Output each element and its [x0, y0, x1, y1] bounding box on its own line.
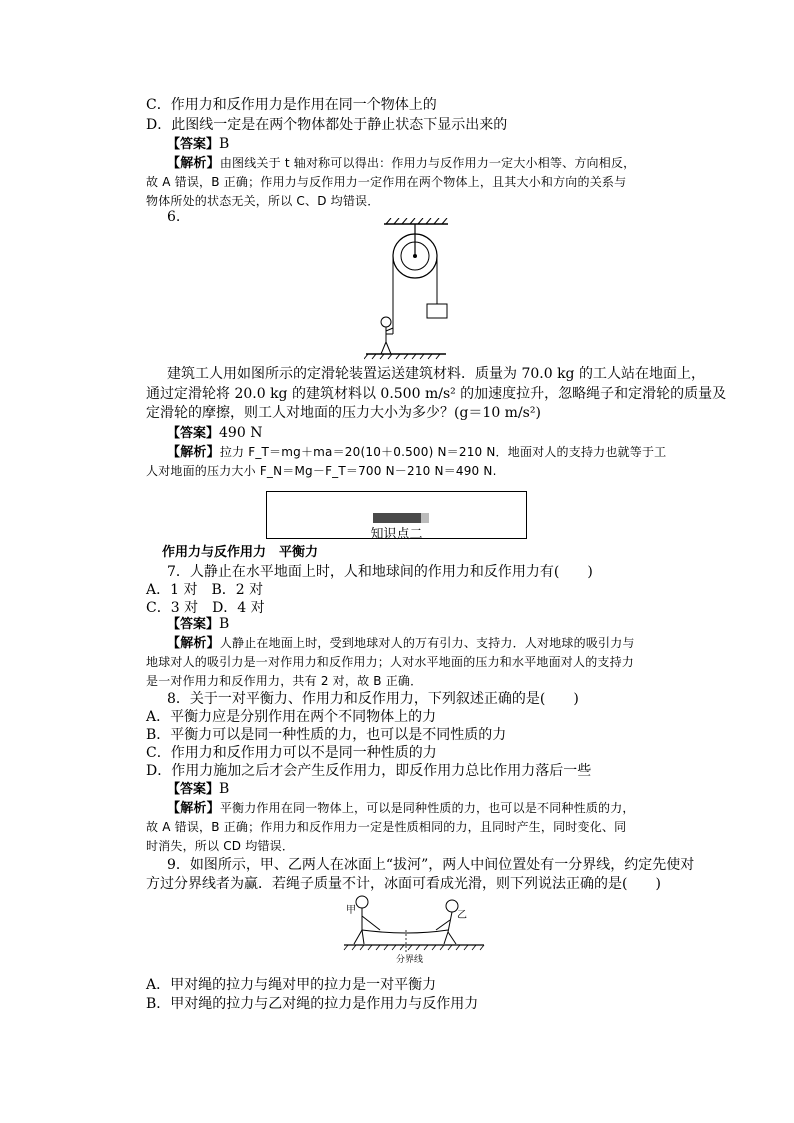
q6-answer	[167, 423, 262, 444]
q9-stem-line-1: 9．如图所示，甲、乙两人在冰面上“拔河”，两人中间位置处有一分界线，约定先使对	[167, 857, 695, 873]
q6-explain-line-1	[167, 442, 666, 463]
q8-explain-line-3: 时消失，所以 CD 均错误．	[146, 839, 295, 853]
q8-stem: 8．关于一对平衡力、作用力和反作用力，下列叙述正确的是( )	[167, 691, 579, 707]
q5-option-d: D．此图线一定是在两个物体都处于静止状态下显示出来的	[146, 117, 508, 133]
q5-option-c: C．作用力和反作用力是作用在同一个物体上的	[146, 97, 437, 113]
q8-explain-line-1	[167, 798, 635, 819]
q7-explain-line-1	[167, 633, 635, 654]
explain-label: 【解析】	[167, 636, 220, 651]
q8-explain-line-2: 故 A 错误，B 正确；作用力和反作用力一定是性质相同的力，且同时产生，同时变化、同	[146, 820, 627, 834]
q9-option-b: B．甲对绳的拉力与乙对绳的拉力是作用力与反作用力	[146, 996, 479, 1012]
q7-options-ab: A．1 对 B．2 对	[146, 582, 264, 598]
explain-label: 【解析】	[167, 801, 220, 816]
answer-label: 【答案】	[167, 617, 220, 632]
answer-label: 【答案】	[167, 782, 220, 797]
answer-value: B	[219, 781, 230, 797]
q9-stem-line-2: 方过分界线者为赢．若绳子质量不计，冰面可看成光滑，则下列说法正确的是( )	[146, 876, 661, 892]
q8-option-b: B．平衡力可以是同一种性质的力，也可以是不同性质的力	[146, 727, 507, 743]
section-progress-bar-rest	[421, 513, 429, 523]
explain-label: 【解析】	[167, 156, 220, 171]
q8-option-a: A．平衡力应是分别作用在两个不同物体上的力	[146, 709, 437, 725]
answer-value: B	[219, 616, 230, 632]
q6-stem-line-1: 建筑工人用如图所示的定滑轮装置运送建筑材料．质量为 70.0 kg 的工人站在地面上，	[167, 366, 705, 382]
tug-left-person-label: 甲	[346, 905, 356, 916]
explain-label: 【解析】	[167, 445, 220, 460]
q5-explain-line-2: 故 A 错误，B 正确；作用力与反作用力一定作用在两个物体上，且其大小和方向的关系与	[146, 175, 627, 189]
q8-option-c: C．作用力和反作用力可以不是同一种性质的力	[146, 745, 437, 761]
q8-option-d: D．作用力施加之后才会产生反作用力，即反作用力总比作用力落后一些	[146, 763, 592, 779]
q6-stem-line-2: 通过定滑轮将 20.0 kg 的建筑材料以 0.500 m/s² 的加速度拉升，忽略绳子和定滑轮的质量及	[146, 386, 727, 402]
section-subtitle: 作用力与反作用力 平衡力	[162, 545, 319, 560]
answer-label: 【答案】	[167, 426, 220, 441]
q5-explain-line-3: 物体所处的状态无关，所以 C、D 均错误．	[146, 194, 380, 208]
section-box	[266, 491, 527, 542]
q7-answer	[167, 614, 229, 635]
q6-number: 6.	[167, 209, 181, 225]
q8-answer	[167, 779, 229, 800]
explain-text: 人静止在地面上时，受到地球对人的万有引力、支持力．人对地球的吸引力与	[219, 636, 635, 650]
answer-value: 490 N	[219, 425, 263, 441]
section-progress-bar	[373, 513, 421, 523]
q7-explain-line-2: 地球对人的吸引力是一对作用力和反作用力；人对水平地面的压力和水平地面对人的支持力	[146, 655, 635, 669]
q7-options-cd: C．3 对 D．4 对	[146, 600, 265, 616]
q9-option-a: A．甲对绳的拉力与绳对甲的拉力是一对平衡力	[146, 977, 437, 993]
section-title: 知识点二	[370, 527, 423, 542]
q5-answer	[167, 134, 229, 155]
explain-text: 平衡力作用在同一物体上，可以是同种性质的力，也可以是不同种性质的力，	[219, 801, 635, 815]
tug-right-person-label: 乙	[457, 910, 467, 921]
boundary-line-label: 分界线	[396, 955, 424, 965]
q7-stem: 7．人静止在水平地面上时，人和地球间的作用力和反作用力有( )	[167, 564, 593, 580]
explain-text: 由图线关于 t 轴对称可以得出：作用力与反作用力一定大小相等、方向相反，	[219, 156, 636, 170]
q6-explain-line-2: 人对地面的压力大小 F_N＝Mg－F_T＝700 N－210 N＝490 N.	[146, 464, 497, 478]
explain-text: 拉力 F_T＝mg＋ma＝20(10＋0.500) N＝210 N．地面对人的支持力也就等于工	[219, 445, 667, 459]
pulley-figure	[364, 218, 454, 360]
q5-explain-line-1	[167, 153, 635, 174]
q6-stem-line-3: 定滑轮的摩擦，则工人对地面的压力大小为多少？(g＝10 m/s²)	[146, 405, 541, 421]
answer-value: B	[219, 136, 230, 152]
q7-explain-line-3: 是一对作用力和反作用力，共有 2 对，故 B 正确．	[146, 674, 423, 688]
answer-label: 【答案】	[167, 137, 220, 152]
